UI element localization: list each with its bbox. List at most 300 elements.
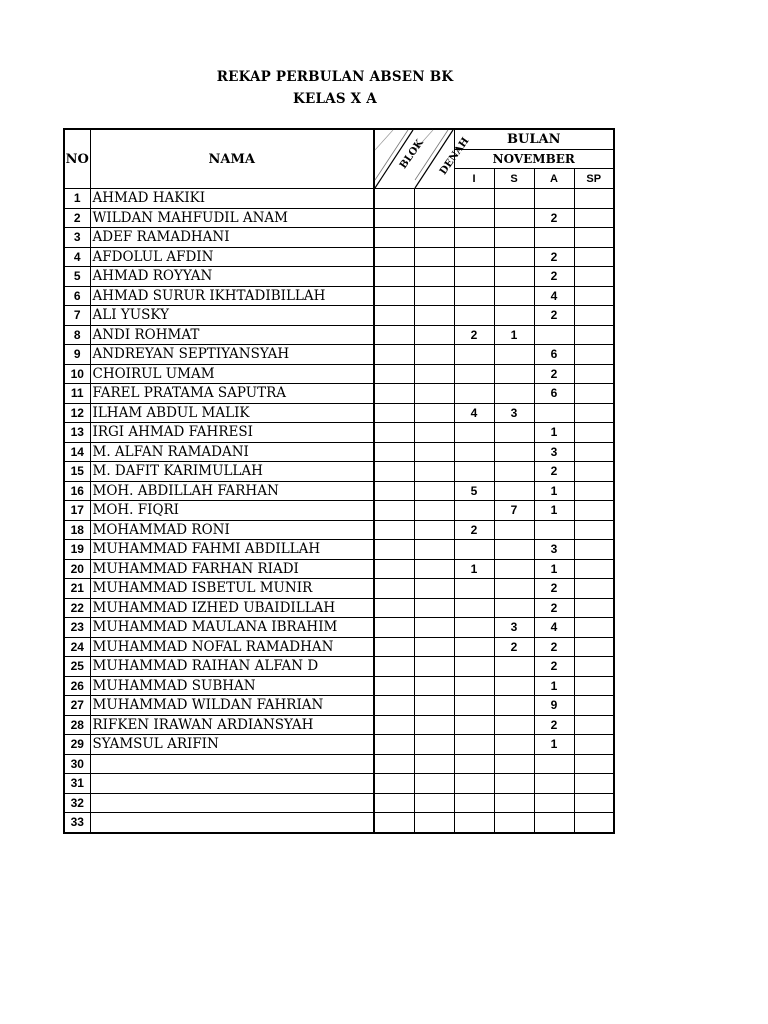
blok-cell: [374, 520, 414, 540]
denah-cell: [414, 618, 454, 638]
alpha-cell: 2: [534, 598, 574, 618]
denah-cell: [414, 735, 454, 755]
sakit-cell: [494, 715, 534, 735]
sakit-cell: [494, 481, 534, 501]
student-name: MUHAMMAD NOFAL RAMADHAN: [90, 637, 374, 657]
alpha-cell: 1: [534, 423, 574, 443]
student-name: FAREL PRATAMA SAPUTRA: [90, 384, 374, 404]
student-name: AFDOLUL AFDIN: [90, 247, 374, 267]
row-number: 21: [64, 579, 90, 599]
alpha-cell: 2: [534, 247, 574, 267]
student-name: RIFKEN IRAWAN ARDIANSYAH: [90, 715, 374, 735]
denah-cell: [414, 423, 454, 443]
sakit-cell: [494, 657, 534, 677]
student-name: [90, 754, 374, 774]
denah-cell: [414, 462, 454, 482]
table-row: [64, 247, 614, 267]
row-number: 27: [64, 696, 90, 716]
table-row: [64, 735, 614, 755]
denah-cell: [414, 676, 454, 696]
izin-cell: [454, 618, 494, 638]
blok-cell: [374, 579, 414, 599]
alpha-cell: 1: [534, 501, 574, 521]
table-row: [64, 481, 614, 501]
row-number: 13: [64, 423, 90, 443]
alpha-cell: 2: [534, 267, 574, 287]
table-row: [64, 657, 614, 677]
alpha-cell: 2: [534, 715, 574, 735]
sp-cell: [574, 676, 614, 696]
alpha-cell: 2: [534, 462, 574, 482]
izin-cell: [454, 637, 494, 657]
alpha-cell: [534, 520, 574, 540]
alpha-cell: 1: [534, 735, 574, 755]
student-name: ALI YUSKY: [90, 306, 374, 326]
blok-cell: [374, 793, 414, 813]
alpha-cell: 4: [534, 286, 574, 306]
header-col-i: I: [454, 169, 494, 189]
table-row: [64, 540, 614, 560]
row-number: 25: [64, 657, 90, 677]
student-name: MUHAMMAD WILDAN FAHRIAN: [90, 696, 374, 716]
denah-cell: [414, 189, 454, 209]
blok-cell: [374, 267, 414, 287]
izin-cell: [454, 364, 494, 384]
header-denah: DENAH: [437, 135, 472, 177]
row-number: 32: [64, 793, 90, 813]
denah-cell: [414, 774, 454, 794]
sakit-cell: [494, 208, 534, 228]
denah-cell: [414, 364, 454, 384]
sp-cell: [574, 657, 614, 677]
denah-cell: [414, 325, 454, 345]
row-number: 11: [64, 384, 90, 404]
denah-cell: [414, 208, 454, 228]
izin-cell: [454, 696, 494, 716]
table-row: [64, 579, 614, 599]
blok-cell: [374, 442, 414, 462]
blok-cell: [374, 501, 414, 521]
blok-cell: [374, 208, 414, 228]
alpha-cell: 2: [534, 637, 574, 657]
denah-cell: [414, 442, 454, 462]
row-number: 2: [64, 208, 90, 228]
izin-cell: [454, 598, 494, 618]
blok-cell: [374, 345, 414, 365]
alpha-cell: 1: [534, 559, 574, 579]
student-name: MOH. ABDILLAH FARHAN: [90, 481, 374, 501]
blok-cell: [374, 696, 414, 716]
sp-cell: [574, 793, 614, 813]
sakit-cell: [494, 754, 534, 774]
table-row: [64, 325, 614, 345]
student-name: MUHAMMAD FARHAN RIADI: [90, 559, 374, 579]
denah-cell: [414, 793, 454, 813]
blok-cell: [374, 364, 414, 384]
denah-cell: [414, 247, 454, 267]
sp-cell: [574, 735, 614, 755]
sp-cell: [574, 286, 614, 306]
sakit-cell: [494, 579, 534, 599]
sp-cell: [574, 423, 614, 443]
student-name: MUHAMMAD IZHED UBAIDILLAH: [90, 598, 374, 618]
alpha-cell: 2: [534, 208, 574, 228]
sakit-cell: 2: [494, 637, 534, 657]
row-number: 20: [64, 559, 90, 579]
denah-cell: [414, 306, 454, 326]
sakit-cell: [494, 520, 534, 540]
student-name: [90, 774, 374, 794]
sp-cell: [574, 345, 614, 365]
denah-cell: [414, 559, 454, 579]
blok-cell: [374, 228, 414, 248]
denah-cell: [414, 637, 454, 657]
izin-cell: [454, 754, 494, 774]
row-number: 12: [64, 403, 90, 423]
table-row: [64, 676, 614, 696]
alpha-cell: [534, 403, 574, 423]
row-number: 8: [64, 325, 90, 345]
izin-cell: [454, 715, 494, 735]
table-row: [64, 715, 614, 735]
izin-cell: [454, 286, 494, 306]
row-number: 17: [64, 501, 90, 521]
izin-cell: [454, 189, 494, 209]
alpha-cell: 1: [534, 481, 574, 501]
alpha-cell: [534, 754, 574, 774]
attendance-table: [63, 128, 615, 834]
denah-cell: [414, 813, 454, 833]
table-row: [64, 286, 614, 306]
row-number: 28: [64, 715, 90, 735]
sakit-cell: [494, 696, 534, 716]
table-row: [64, 559, 614, 579]
izin-cell: 5: [454, 481, 494, 501]
header-blok: BLOK: [397, 137, 426, 171]
denah-cell: [414, 540, 454, 560]
denah-cell: [414, 228, 454, 248]
student-name: MOHAMMAD RONI: [90, 520, 374, 540]
izin-cell: [454, 579, 494, 599]
row-number: 14: [64, 442, 90, 462]
header-blok-denah: [374, 129, 472, 189]
row-number: 29: [64, 735, 90, 755]
izin-cell: [454, 813, 494, 833]
student-name: [90, 813, 374, 833]
student-name: AHMAD HAKIKI: [90, 189, 374, 209]
blok-cell: [374, 325, 414, 345]
izin-cell: [454, 247, 494, 267]
student-name: MUHAMMAD FAHMI ABDILLAH: [90, 540, 374, 560]
sp-cell: [574, 715, 614, 735]
table-row: [64, 364, 614, 384]
sakit-cell: 7: [494, 501, 534, 521]
document-title: REKAP PERBULAN ABSEN BK: [216, 69, 454, 85]
alpha-cell: 2: [534, 306, 574, 326]
student-name: [90, 793, 374, 813]
blok-cell: [374, 657, 414, 677]
blok-cell: [374, 384, 414, 404]
header-no: NO: [64, 129, 90, 189]
sakit-cell: [494, 286, 534, 306]
table-row: [64, 618, 614, 638]
row-number: 26: [64, 676, 90, 696]
blok-cell: [374, 813, 414, 833]
table-row: [64, 793, 614, 813]
sakit-cell: [494, 462, 534, 482]
row-number: 10: [64, 364, 90, 384]
alpha-cell: [534, 813, 574, 833]
sp-cell: [574, 481, 614, 501]
izin-cell: [454, 793, 494, 813]
denah-cell: [414, 598, 454, 618]
izin-cell: [454, 267, 494, 287]
denah-cell: [414, 403, 454, 423]
table-row: [64, 403, 614, 423]
sakit-cell: [494, 228, 534, 248]
blok-cell: [374, 735, 414, 755]
sakit-cell: [494, 676, 534, 696]
student-name: MUHAMMAD RAIHAN ALFAN D: [90, 657, 374, 677]
izin-cell: [454, 306, 494, 326]
alpha-cell: [534, 793, 574, 813]
row-number: 23: [64, 618, 90, 638]
izin-cell: [454, 735, 494, 755]
sp-cell: [574, 306, 614, 326]
sp-cell: [574, 579, 614, 599]
alpha-cell: 4: [534, 618, 574, 638]
student-name: MUHAMMAD SUBHAN: [90, 676, 374, 696]
sakit-cell: 1: [494, 325, 534, 345]
izin-cell: [454, 442, 494, 462]
izin-cell: 4: [454, 403, 494, 423]
row-number: 19: [64, 540, 90, 560]
izin-cell: [454, 676, 494, 696]
row-number: 4: [64, 247, 90, 267]
blok-cell: [374, 559, 414, 579]
student-name: ANDI ROHMAT: [90, 325, 374, 345]
header-col-s: S: [494, 169, 534, 189]
header-col-a: A: [534, 169, 574, 189]
alpha-cell: 3: [534, 442, 574, 462]
sakit-cell: [494, 598, 534, 618]
sp-cell: [574, 442, 614, 462]
sp-cell: [574, 813, 614, 833]
row-number: 30: [64, 754, 90, 774]
alpha-cell: [534, 325, 574, 345]
blok-cell: [374, 637, 414, 657]
denah-cell: [414, 481, 454, 501]
row-number: 6: [64, 286, 90, 306]
student-name: M. DAFIT KARIMULLAH: [90, 462, 374, 482]
denah-cell: [414, 715, 454, 735]
sp-cell: [574, 462, 614, 482]
row-number: 5: [64, 267, 90, 287]
class-subtitle: KELAS X A: [293, 91, 377, 107]
sp-cell: [574, 501, 614, 521]
row-number: 7: [64, 306, 90, 326]
row-number: 33: [64, 813, 90, 833]
alpha-cell: 2: [534, 579, 574, 599]
denah-cell: [414, 579, 454, 599]
denah-cell: [414, 267, 454, 287]
sp-cell: [574, 384, 614, 404]
sp-cell: [574, 540, 614, 560]
header-col-sp: SP: [574, 169, 614, 189]
izin-cell: [454, 462, 494, 482]
izin-cell: 2: [454, 520, 494, 540]
blok-cell: [374, 403, 414, 423]
izin-cell: [454, 501, 494, 521]
alpha-cell: 6: [534, 384, 574, 404]
table-row: [64, 384, 614, 404]
izin-cell: [454, 208, 494, 228]
alpha-cell: 6: [534, 345, 574, 365]
blok-cell: [374, 774, 414, 794]
sp-cell: [574, 618, 614, 638]
blok-cell: [374, 189, 414, 209]
sakit-cell: [494, 559, 534, 579]
table-row: [64, 228, 614, 248]
sp-cell: [574, 364, 614, 384]
alpha-cell: [534, 228, 574, 248]
table-row: [64, 774, 614, 794]
table-row: [64, 345, 614, 365]
sakit-cell: [494, 189, 534, 209]
sakit-cell: [494, 423, 534, 443]
sp-cell: [574, 267, 614, 287]
sp-cell: [574, 325, 614, 345]
sp-cell: [574, 598, 614, 618]
sakit-cell: [494, 442, 534, 462]
student-name: IRGI AHMAD FAHRESI: [90, 423, 374, 443]
row-number: 15: [64, 462, 90, 482]
header-bulan: BULAN: [454, 129, 614, 149]
alpha-cell: 1: [534, 676, 574, 696]
sp-cell: [574, 189, 614, 209]
sp-cell: [574, 774, 614, 794]
table-row: [64, 423, 614, 443]
table-row: [64, 442, 614, 462]
sakit-cell: [494, 247, 534, 267]
blok-cell: [374, 306, 414, 326]
sakit-cell: [494, 364, 534, 384]
blok-cell: [374, 754, 414, 774]
sakit-cell: [494, 384, 534, 404]
row-number: 3: [64, 228, 90, 248]
sakit-cell: 3: [494, 618, 534, 638]
alpha-cell: 2: [534, 364, 574, 384]
izin-cell: [454, 228, 494, 248]
table-row: [64, 598, 614, 618]
table-row: [64, 696, 614, 716]
table-row: [64, 189, 614, 209]
sakit-cell: [494, 267, 534, 287]
header-nama: NAMA: [90, 129, 374, 189]
table-row: [64, 208, 614, 228]
table-row: [64, 754, 614, 774]
student-name: ILHAM ABDUL MALIK: [90, 403, 374, 423]
table-row: [64, 501, 614, 521]
row-number: 31: [64, 774, 90, 794]
table-row: [64, 520, 614, 540]
blok-cell: [374, 598, 414, 618]
student-name: MUHAMMAD ISBETUL MUNIR: [90, 579, 374, 599]
alpha-cell: 3: [534, 540, 574, 560]
sp-cell: [574, 754, 614, 774]
sakit-cell: [494, 345, 534, 365]
blok-cell: [374, 715, 414, 735]
sakit-cell: 3: [494, 403, 534, 423]
sakit-cell: [494, 793, 534, 813]
sp-cell: [574, 696, 614, 716]
row-number: 18: [64, 520, 90, 540]
denah-cell: [414, 657, 454, 677]
blok-cell: [374, 423, 414, 443]
blok-cell: [374, 286, 414, 306]
student-name: ADEF RAMADHANI: [90, 228, 374, 248]
student-name: WILDAN MAHFUDIL ANAM: [90, 208, 374, 228]
blok-cell: [374, 462, 414, 482]
sp-cell: [574, 520, 614, 540]
alpha-cell: 2: [534, 657, 574, 677]
denah-cell: [414, 520, 454, 540]
student-name: M. ALFAN RAMADANI: [90, 442, 374, 462]
izin-cell: [454, 423, 494, 443]
izin-cell: [454, 774, 494, 794]
row-number: 24: [64, 637, 90, 657]
blok-cell: [374, 618, 414, 638]
student-name: ANDREYAN SEPTIYANSYAH: [90, 345, 374, 365]
sakit-cell: [494, 540, 534, 560]
student-name: AHMAD ROYYAN: [90, 267, 374, 287]
sp-cell: [574, 637, 614, 657]
sp-cell: [574, 403, 614, 423]
table-row: [64, 637, 614, 657]
alpha-cell: [534, 189, 574, 209]
row-number: 1: [64, 189, 90, 209]
sakit-cell: [494, 774, 534, 794]
izin-cell: [454, 657, 494, 677]
student-name: AHMAD SURUR IKHTADIBILLAH: [90, 286, 374, 306]
alpha-cell: 9: [534, 696, 574, 716]
izin-cell: [454, 540, 494, 560]
table-row: [64, 306, 614, 326]
header-month: NOVEMBER: [454, 149, 614, 169]
sp-cell: [574, 559, 614, 579]
sakit-cell: [494, 306, 534, 326]
row-number: 9: [64, 345, 90, 365]
izin-cell: 1: [454, 559, 494, 579]
student-name: CHOIRUL UMAM: [90, 364, 374, 384]
blok-cell: [374, 676, 414, 696]
table-row: [64, 462, 614, 482]
sp-cell: [574, 247, 614, 267]
sakit-cell: [494, 813, 534, 833]
alpha-cell: [534, 774, 574, 794]
student-name: MOH. FIQRI: [90, 501, 374, 521]
denah-cell: [414, 384, 454, 404]
row-number: 16: [64, 481, 90, 501]
row-number: 22: [64, 598, 90, 618]
izin-cell: [454, 384, 494, 404]
blok-cell: [374, 540, 414, 560]
denah-cell: [414, 696, 454, 716]
student-name: MUHAMMAD MAULANA IBRAHIM: [90, 618, 374, 638]
blok-cell: [374, 481, 414, 501]
blok-cell: [374, 247, 414, 267]
denah-cell: [414, 501, 454, 521]
